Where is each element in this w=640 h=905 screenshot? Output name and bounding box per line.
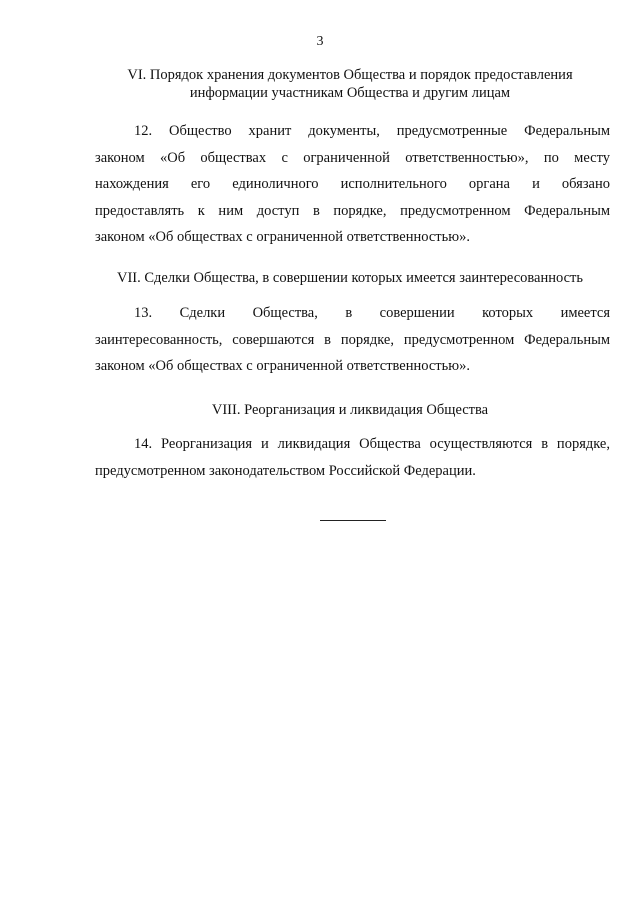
page-number: 3 [316, 34, 324, 49]
section-heading-viii: VIII. Реорганизация и ликвидация Общества [211, 402, 489, 418]
section-heading-vi-line2: информации участникам Общества и другим лицам [189, 85, 511, 101]
paragraph-14-line: 14. Реорганизация и ликвидация Общества осуществляются в порядке, [134, 436, 610, 452]
paragraph-12-line: нахождения его единоличного исполнительного органа и обязано [95, 176, 610, 192]
section-heading-vi-line1: VI. Порядок хранения документов Общества и порядок предоставления [127, 67, 573, 83]
paragraph-12-line: предоставлять к ним доступ в порядке, предусмотренном Федеральным [95, 202, 610, 219]
paragraph-12-line: 12. Общество хранит документы, предусмотренные Федеральным [134, 123, 610, 139]
paragraph-12 [95, 118, 610, 251]
paragraph-13-line: 13. Сделки Общества, в совершении которых имеется [134, 305, 610, 321]
end-of-document-rule [320, 520, 386, 521]
paragraph-14 [95, 431, 610, 484]
paragraph-12-line: законом «Об обществах с ограниченной ответственностью». [95, 229, 470, 245]
section-heading-vii: VII. Сделки Общества, в совершении которых имеется заинтересованность [116, 270, 584, 286]
section-heading-vi [90, 66, 610, 102]
paragraph-13-line: законом «Об обществах с ограниченной ответственностью». [95, 358, 470, 374]
paragraph-13-line: заинтересованность, совершаются в порядке, предусмотренном Федеральным [95, 331, 610, 348]
paragraph-14-line: предусмотренном законодательством Российской Федерации. [95, 462, 476, 479]
paragraph-13 [95, 300, 610, 380]
paragraph-12-line: законом «Об обществах с ограниченной ответственностью», по месту [95, 149, 610, 166]
